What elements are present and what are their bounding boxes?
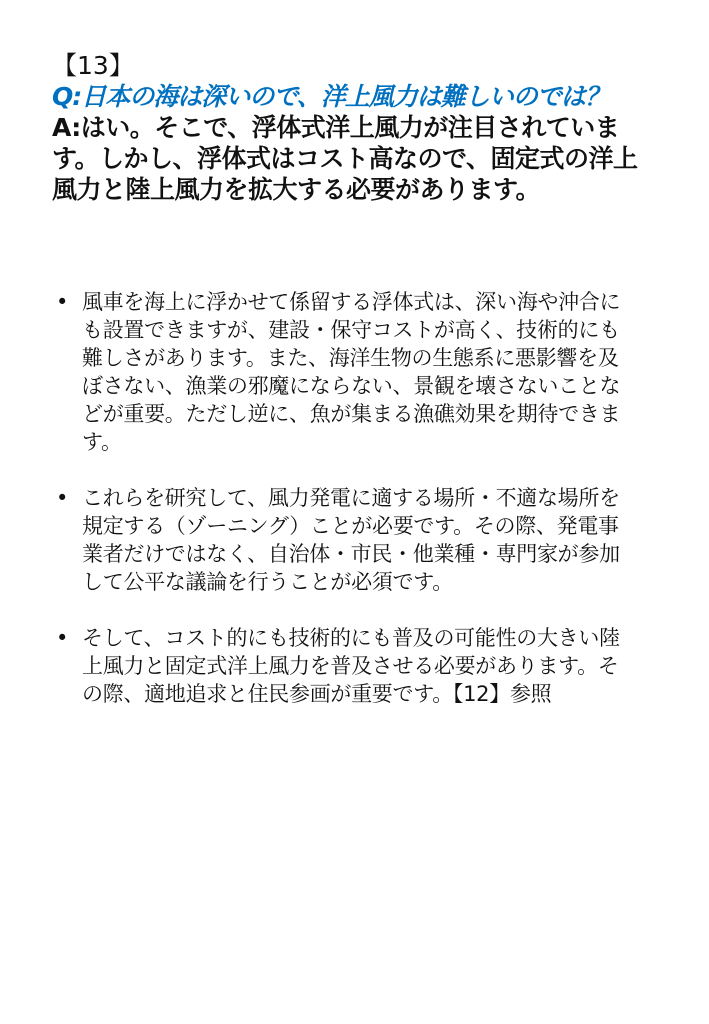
bullet-item (52, 484, 652, 596)
bullet-text: これらを研究して、風力発電に適する場所・不適な場所を規定する（ゾーニング）ことが必要です。その際、発電事業者だけではなく、自治体・市民・他業種・専門家が参加して公平な議論を行うことが必須です。 (82, 486, 620, 594)
bullet-text: そして、コスト的にも技術的にも普及の可能性の大きい陸上風力と固定式洋上風力を普及させる必要があります。その際、適地追求と住民参画が重要です。【12】参照 (82, 626, 620, 706)
bullet-item (52, 288, 652, 456)
bullet-marker: • (55, 486, 69, 510)
bullet-item (52, 624, 652, 708)
bullet-list (52, 288, 652, 708)
qa-header (52, 50, 672, 205)
bullet-text: 風車を海上に浮かせて係留する浮体式は、深い海や沖合にも設置できますが、建設・保守コストが高く、技術的にも難しさがあります。また、海洋生物の生態系に悪影響を及ぼさない、漁業の邪魔にならない、景観を壊さないことなどが重要。ただし逆に、魚が集まる漁礁効果を期待できます。 (82, 290, 621, 454)
section-number: 【13】 (52, 51, 134, 80)
answer-text: A:はい。そこで、浮体式洋上風力が注目されています。しかし、浮体式はコスト高なので、固定式の洋上風力と陸上風力を拡大する必要があります。 (52, 113, 638, 204)
bullet-marker: • (55, 290, 69, 314)
bullet-marker: • (55, 626, 69, 650)
question-text: Q:日本の海は深いので、洋上風力は難しいのでは？ (52, 82, 609, 111)
